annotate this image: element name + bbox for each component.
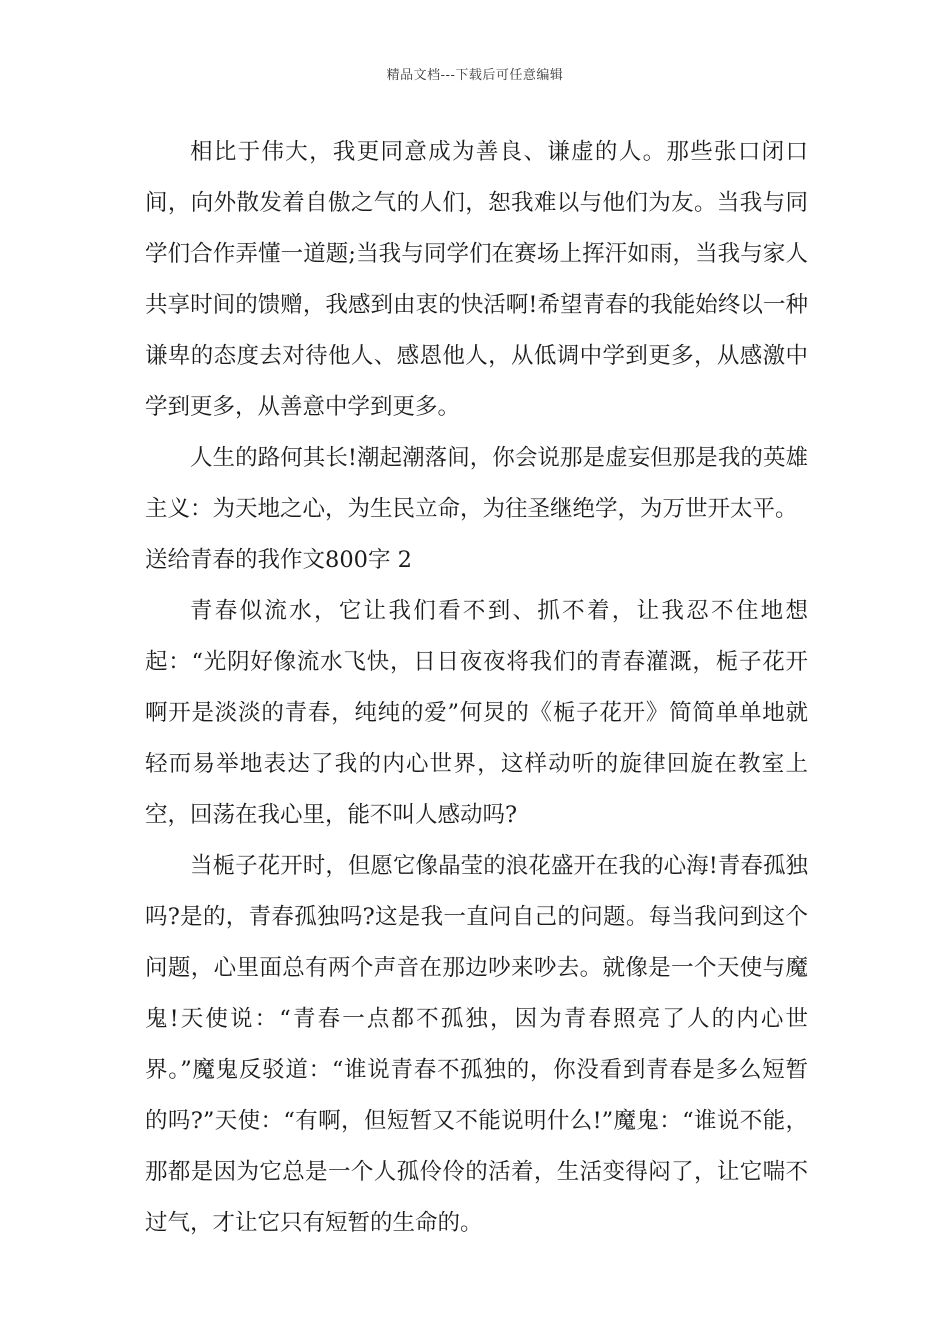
paragraph: 当栀子花开时，但愿它像晶莹的浪花盛开在我的心海!青春孤独吗?是的，青春孤独吗?这是我一直问自己的问题。每当我问到这个问题，心里面总有两个声音在那边吵来吵去。就像是一个天使与魔鬼!天使说：“青春一点都不孤独，因为青春照亮了人的内心世界。”魔鬼反驳道：“谁说青春不孤独的，你没看到青春是多么短暂的吗?”天使：“有啊，但短暂又不能说明什么!”魔鬼：“谁说不能，那都是因为它总是一个人孤伶伶的活着，生活变得闷了，让它喘不过气，才让它只有短暂的生命的。 bbox=[145, 853, 808, 1236]
paragraph: 青春似流水，它让我们看不到、抓不着，让我忍不住地想起：“光阴好像流水飞快，日日夜夜将我们的青春灌溉，栀子花开啊开是淡淡的青春，纯纯的爱”何炅的《栀子花开》简简单单地就轻而易举地表达了我的内心世界，这样动听的旋律回旋在教室上空，回荡在我心里，能不叫人感动吗? bbox=[145, 598, 808, 828]
paragraph: 相比于伟大，我更同意成为善良、谦虚的人。那些张口闭口间，向外散发着自傲之气的人们，恕我难以与他们为友。当我与同学们合作弄懂一道题;当我与同学们在赛场上挥汗如雨，当我与家人共享时间的馈赠，我感到由衷的快活啊!希望青春的我能始终以一种谦卑的态度去对待他人、感恩他人，从低调中学到更多，从感激中学到更多，从善意中学到更多。 bbox=[145, 139, 808, 420]
page-header: 精品文档---下载后可任意编辑 bbox=[386, 68, 564, 83]
document-body bbox=[145, 127, 808, 1249]
section-heading: 送给青春的我作文800字 2 bbox=[145, 547, 412, 573]
paragraph: 人生的路何其长!潮起潮落间，你会说那是虚妄但那是我的英雄主义：为天地之心，为生民立命，为往圣继绝学，为万世开太平。 bbox=[145, 445, 808, 522]
